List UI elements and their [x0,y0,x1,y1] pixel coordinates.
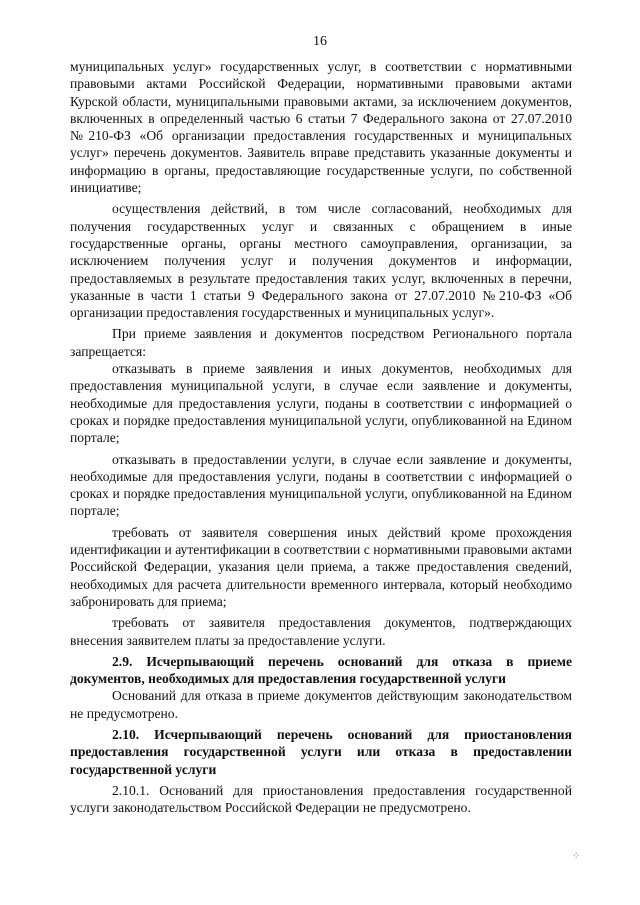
paragraph-require-payment-docs: требовать от заявителя предоставления документов, подтверждающих внесения заявителем платы за предоставление услуги. [70,615,572,648]
paragraph-actions: осуществления действий, в том числе согласований, необходимых для получения государственных услуг и связанных с обращением в иные государственные органы, органы местного самоуправления, организации, за исключением получения услуг и получения документов и информации, предоставляемых в результате предоставления таких услуг, включенных в перечни, указанные в части 1 статьи 9 Федерального закона от 27.07.2010 №210-ФЗ «Об организации предоставления государственных и муниципальных услуг». [70,201,572,321]
document-body [70,58,572,816]
paragraph-refuse-service: отказывать в предоставлении услуги, в случае если заявление и документы, необходимые для предоставления услуги, поданы в соответствии с информацией о сроках и порядке предоставления муниципальной услуги, опубликованной на Едином портале; [70,451,572,519]
paragraph-portal-prohibitions: При приеме заявления и документов посредством Регионального портала запрещается: [70,326,572,359]
paragraph-refuse-acceptance: отказывать в приеме заявления и иных документов, необходимых для предоставления муниципальной услуги, в случае если заявление и документы, необходимые для предоставления услуги, поданы в соответствии с информацией о сроках и порядке предоставления муниципальной услуги, опубликованной на Едином портале; [70,361,572,446]
paragraph-continuation: муниципальных услуг» государственных услуг, в соответствии с нормативными правовыми актами Российской Федерации, нормативными правовыми актами Курской области, муниципальными правовыми актами, за исключением документов, включенных в определенный частью 6 статьи 7 Федерального закона от 27.07.2010 №210-ФЗ «Об организации предоставления государственных и муниципальных услуг» перечень документов. Заявитель вправе представить указанные документы и информацию в органы, предоставляющие государственные услуги, по собственной инициативе; [70,59,572,196]
paragraph-no-refusal-grounds: Оснований для отказа в приеме документов действующим законодательством не предусмотрено. [70,688,572,721]
scan-artifact-icon: ⁘ [572,851,581,862]
paragraph-require-actions: требовать от заявителя совершения иных действий кроме прохождения идентификации и аутентификации в соответствии с нормативными правовыми актами Российской Федерации, указания цели приема, а также предоставления сведений, необходимых для расчета длительности временного интервала, который необходимо забронировать для приема; [70,524,572,609]
section-heading-2-10: 2.10. Исчерпывающий перечень оснований для приостановления предоставления государственной услуги или отказа в предоставлении государственной услуги [70,726,572,777]
page-number: 16 [313,34,327,49]
section-heading-2-9: 2.9. Исчерпывающий перечень оснований для отказа в приеме документов, необходимых для предоставления государственной услуги [70,653,572,687]
paragraph-2-10-1: 2.10.1. Оснований для приостановления предоставления государственной услуги законодательством Российской Федерации не предусмотрено. [70,782,572,816]
